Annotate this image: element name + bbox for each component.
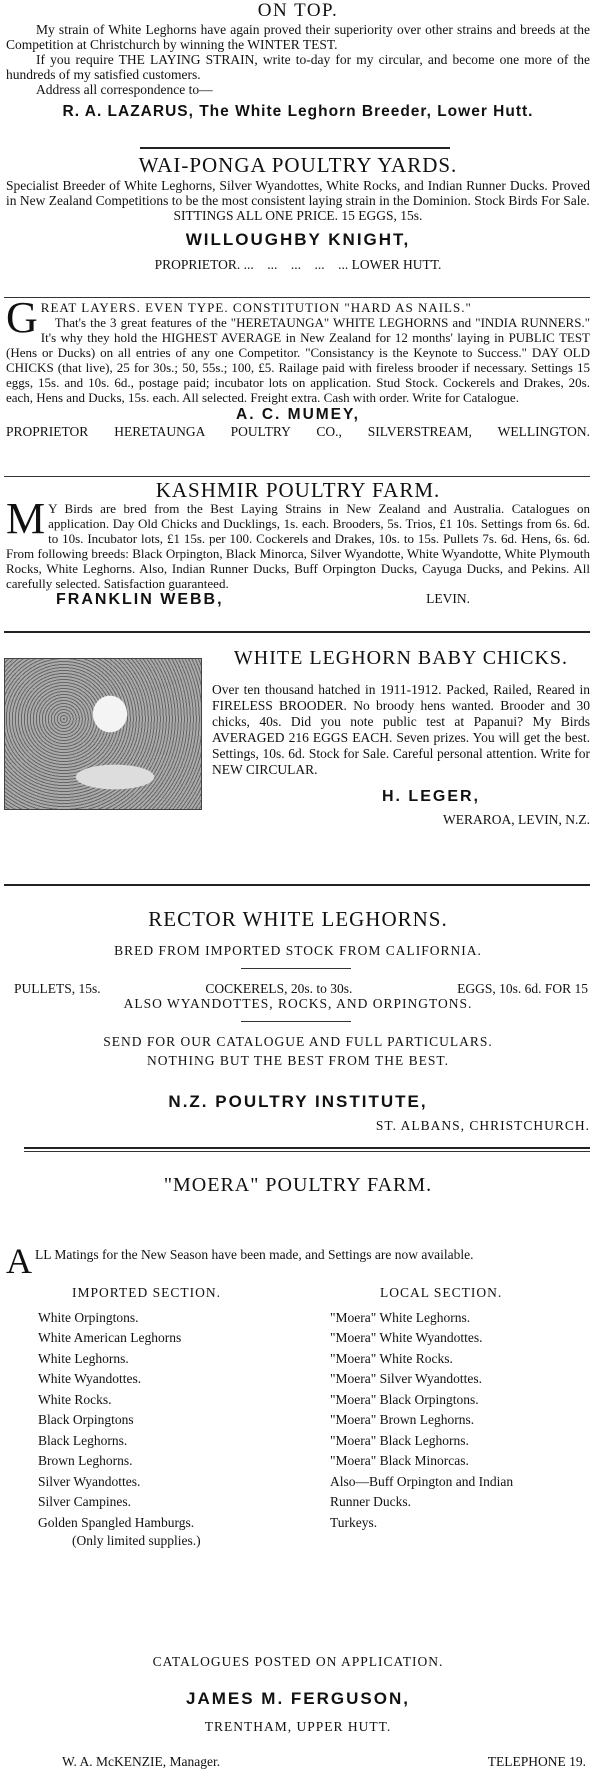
moera-telephone: TELEPHONE 19. <box>487 1754 586 1769</box>
kashmir-place: LEVIN. <box>426 591 470 606</box>
divider <box>4 884 590 886</box>
moera-imported-item: White Wyandottes. <box>38 1371 142 1386</box>
leger-title: WHITE LEGHORN BABY CHICKS. <box>233 647 569 669</box>
chick-illustration <box>4 658 202 810</box>
moera-name: JAMES M. FERGUSON, <box>186 1689 410 1708</box>
rector-also: ALSO WYANDOTTES, ROCKS, AND ORPINGTONS. <box>123 996 473 1011</box>
moera-manager: W. A. McKENZIE, Manager. <box>62 1754 221 1769</box>
divider <box>4 631 590 633</box>
divider <box>4 297 590 298</box>
kashmir-dropcap: M <box>6 494 46 543</box>
divider <box>241 968 351 969</box>
waiponga-ad <box>6 152 590 272</box>
rector-name: N.Z. POULTRY INSTITUTE, <box>168 1092 428 1111</box>
divider <box>140 147 450 149</box>
ontop-body-1: My strain of White Leghorns have again proved their superiority over other strains and breeds at the Competition at Christchurch by winning the WINTER TEST. <box>6 22 590 52</box>
divider <box>24 1147 590 1149</box>
moera-local-item: Turkeys. <box>330 1514 378 1530</box>
moera-imported-section <box>38 1283 221 1548</box>
lazarus-ad <box>6 0 590 121</box>
moera-local-item: "Moera" White Rocks. <box>330 1350 453 1366</box>
moera-imported-item: Silver Wyandottes. <box>38 1473 141 1489</box>
heretaunga-body: That's the 3 great features of the "HERETAUNGA" WHITE LEGHORNS and "INDIA RUNNERS." It's why they hold the HIGHEST AVERAGE in New Zealand for 12 months' laying in PUBLIC TEST (Hens or Ducks) on all entries of any one Competitor. "Consistancy is the Keynote to Success." DAY OLD CHICKS (that live), 25 for 30s.; 50, 55s.; 100, £5. Railage paid with fireless brooder if necessary. Settings 15 eggs, 15s. and 10s. 6d., postage paid; incubator lots on application. Stud Stock. Cockerels and Drakes, 20s. each, Hens and Ducks, 15s. each. All selected. Freight extra. Cash with order. Write for Catalogue. <box>6 315 590 405</box>
ontop-body-3: Address all correspondence to— <box>36 82 213 97</box>
moera-imported-item: Black Orpingtons <box>38 1412 134 1427</box>
moera-imported-item: Silver Campines. <box>38 1494 131 1509</box>
kashmir-name: FRANKLIN WEBB, <box>56 591 224 608</box>
rector-sub: BRED FROM IMPORTED STOCK FROM CALIFORNIA. <box>114 943 482 958</box>
moera-imported-item: Black Leghorns. <box>38 1432 128 1448</box>
moera-ad <box>6 1171 590 1281</box>
heretaunga-name: A. C. MUMEY, <box>236 406 360 423</box>
lazarus-signature: R. A. LAZARUS, The White Leghorn Breeder, Lower Hutt. <box>62 103 534 120</box>
moera-local-title: LOCAL SECTION. <box>380 1285 503 1300</box>
heretaunga-dropcap: G <box>6 293 38 342</box>
moera-imported-item: Golden Spangled Hamburgs. <box>38 1514 195 1530</box>
divider <box>241 1021 351 1022</box>
moera-local-item: "Moera" White Wyandottes. <box>330 1330 483 1345</box>
moera-dropcap: A <box>6 1241 32 1281</box>
moera-imported-item: White Leghorns. <box>38 1350 129 1366</box>
divider <box>4 476 590 477</box>
waiponga-sittings: SITTINGS ALL ONE PRICE. 15 EGGS, 15s. <box>173 208 423 223</box>
moera-intro: LL Matings for the New Season have been made, and Settings are now available. <box>35 1247 474 1262</box>
waiponga-body: Specialist Breeder of White Leghorns, Silver Wyandottes, White Rocks, and Indian Runner Ducks. Proved in New Zealand Competitions to be the most consistent laying strain in the Dominion. Stock Birds For Sale. <box>6 178 590 208</box>
rector-place: ST. ALBANS, CHRISTCHURCH. <box>375 1118 590 1133</box>
kashmir-ad <box>6 479 590 609</box>
rector-title: RECTOR WHITE LEGHORNS. <box>148 907 448 931</box>
heretaunga-proprietor: PROPRIETOR HERETAUNGA POULTRY CO., SILVERSTREAM, WELLINGTON. <box>6 424 590 439</box>
moera-imported-note: (Only limited supplies.) <box>72 1533 201 1548</box>
rector-nothing: NOTHING BUT THE BEST FROM THE BEST. <box>147 1053 449 1068</box>
leger-place: WERAROA, LEVIN, N.Z. <box>443 812 590 827</box>
ontop-title: ON TOP. <box>257 0 339 21</box>
kashmir-title: KASHMIR POULTRY FARM. <box>155 478 441 502</box>
moera-local-item: "Moera" Brown Leghorns. <box>330 1412 475 1427</box>
moera-local-item: "Moera" Black Leghorns. <box>330 1432 469 1448</box>
moera-place: TRENTHAM, UPPER HUTT. <box>204 1719 392 1734</box>
moera-local-item: "Moera" Silver Wyandottes. <box>330 1371 483 1386</box>
moera-imported-item: Brown Leghorns. <box>38 1453 133 1468</box>
divider <box>24 1151 590 1152</box>
moera-imported-item: White American Leghorns <box>38 1330 182 1345</box>
moera-footer <box>6 1654 590 1769</box>
moera-local-item: "Moera" Black Minorcas. <box>330 1453 469 1468</box>
moera-imported-item: White Orpingtons. <box>38 1309 139 1325</box>
kashmir-body: Y Birds are bred from the Best Laying Strains in New Zealand and Australia. Catalogues on application. Day Old Chicks and Ducklings, 1s. each. Brooders, 5s. Trios, £1 10s. Settings from 6s. 6d. to 10s. Incubator lots, £1 15s. per 100. Cockerels and Drakes, 10s. to 15s. Pullets 7s. 6d. Hens, 6s. 6d. From following breeds: Black Orpington, Black Minorca, Silver Wyandotte, White Wyandotte, White Plymouth Rocks, White Leghorns. Also, Indian Runner Ducks, Buff Orpington Ducks, Cayuga Ducks, and Pekins. All carefully selected. Satisfaction guaranteed. <box>6 501 590 591</box>
leger-name: H. LEGER, <box>381 788 480 805</box>
ontop-body-2: If you require THE LAYING STRAIN, write to-day for my circular, and become one more of the hundreds of my satisfied customers. <box>6 52 590 82</box>
rector-cockerels: COCKERELS, 20s. to 30s. <box>205 981 353 996</box>
moera-imported-title: IMPORTED SECTION. <box>72 1285 221 1300</box>
heretaunga-line1: REAT LAYERS. EVEN TYPE. CONSTITUTION "HARD AS NAILS." <box>40 300 472 315</box>
leger-ad <box>212 644 590 827</box>
waiponga-name: WILLOUGHBY KNIGHT, <box>185 230 411 249</box>
moera-local-item: "Moera" Black Orpingtons. <box>330 1391 479 1407</box>
moera-catalogues: CATALOGUES POSTED ON APPLICATION. <box>152 1654 444 1669</box>
waiponga-proprietor: PROPRIETOR. ... ... ... ... ... LOWER HUTT. <box>154 257 442 272</box>
rector-send: SEND FOR OUR CATALOGUE AND FULL PARTICULARS. <box>103 1034 493 1049</box>
leger-body: Over ten thousand hatched in 1911-1912. Packed, Railed, Reared in FIRELESS BROODER. No broody hens wanted. Brooder and 30 chicks, 40s. Did you note public test at Papanui? My Birds AVERAGED 216 EGGS EACH. Seven prizes. You will get the best. Settings, 10s. 6d. Stock for Sale. Careful personal attention. Write for NEW CIRCULAR. <box>212 682 590 777</box>
moera-local-section <box>330 1283 513 1533</box>
rector-eggs: EGGS, 10s. 6d. FOR 15 <box>457 981 588 996</box>
moera-local-item: "Moera" White Leghorns. <box>330 1309 471 1325</box>
waiponga-title: WAI-PONGA POULTRY YARDS. <box>138 153 458 177</box>
heretaunga-ad <box>6 293 590 439</box>
rector-pullets: PULLETS, 15s. <box>14 981 101 996</box>
moera-title: "MOERA" POULTRY FARM. <box>163 1174 433 1196</box>
moera-local-item: Also—Buff Orpington and Indian <box>330 1473 514 1489</box>
rector-ad <box>6 905 590 1133</box>
moera-imported-item: White Rocks. <box>38 1391 112 1407</box>
moera-local-item: Runner Ducks. <box>330 1494 411 1509</box>
